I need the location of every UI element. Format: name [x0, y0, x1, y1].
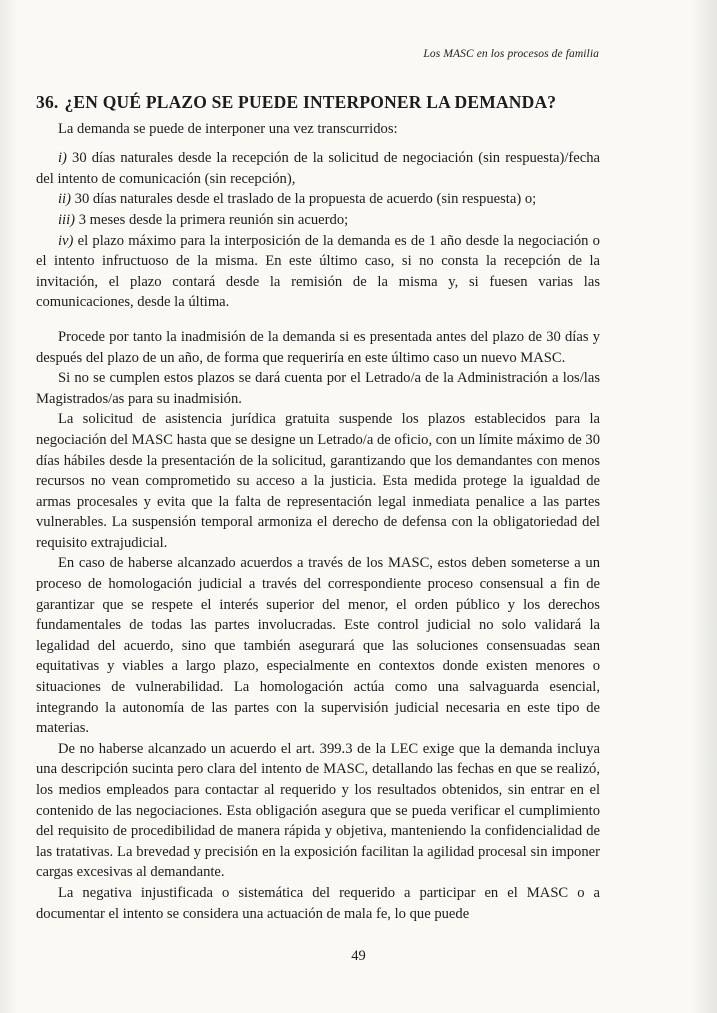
body-paragraph: De no haberse alcanzado un acuerdo el art. 399.3 de la LEC exige que la demanda incluya una descripción sucinta pero clara del intento de MASC, detallando las fechas en que se realizó, los medios empleados para contactar al requerido y los resultados obtenidos, sin entrar en el contenido de las negociaciones. Esta obligación asegura que se pueda verificar el cumplimiento del requisito de procedibilidad de manera rápida y objetiva, manteniendo la confidencialidad de las tratativas. La brevedad y precisión en la exposición facilitan la agilidad procesal sin imponer cargas excesivas al demandante. [36, 740, 600, 881]
list-marker: ii) [58, 191, 71, 208]
intro-paragraph: La demanda se puede de interponer una vez transcurridos: [58, 120, 398, 137]
page-number: 49 [351, 948, 366, 964]
section-number: 36. [36, 92, 59, 112]
list-item [36, 210, 600, 231]
body-paragraph: La negativa injustificada o sistemática del requerido a participar en el MASC o a documentar el intento se considera una actuación de mala fe, lo que puede [36, 884, 600, 922]
list-item [36, 231, 600, 313]
list-item-text: el plazo máximo para la interposición de la demanda es de 1 año desde la negociación o el intento infructuoso de la misma. En este último caso, si no consta la recepción de la invitación, el plazo contará desde la remisión de la misma y, si fuesen varias las comunicaciones, desde la última. [36, 232, 600, 311]
list-marker: iv) [58, 232, 74, 249]
body-paragraph: En caso de haberse alcanzado acuerdos a través de los MASC, estos deben someterse a un proceso de homologación judicial a través del correspondiente proceso consensual a fin de garantizar que se respete el interés superior del menor, el orden público y los derechos fundamentales de todas las partes involucradas. Este control judicial no solo validará la legalidad del acuerdo, sino que también asegurará que las soluciones consensuadas sean equitativas y viables a largo plazo, especialmente en contextos donde existen menores o situaciones de vulnerabilidad. La homologación actúa como una salvaguarda esencial, integrando la autonomía de las partes con la supervisión judicial necesaria en este tipo de materias. [36, 555, 600, 737]
page-body [36, 92, 600, 924]
deadline-list [36, 148, 600, 313]
section-heading [36, 92, 600, 113]
body-paragraph: Si no se cumplen estos plazos se dará cuenta por el Letrado/a de la Administración a los/las Magistrados/as para su inadmisión. [36, 370, 600, 407]
section-title: ¿EN QUÉ PLAZO SE PUEDE INTERPONER LA DEMANDA? [64, 92, 557, 112]
list-item-text: 30 días naturales desde la recepción de la solicitud de negociación (sin respuesta)/fecha del intento de comunicación (sin recepción), [36, 150, 601, 187]
body-paragraph: La solicitud de asistencia jurídica gratuita suspende los plazos establecidos para la negociación del MASC hasta que se designe un Letrado/a de oficio, con un límite máximo de 30 días hábiles desde la presentación de la solicitud, garantizando que los demandantes con menos recursos no vean comprometido su acceso a la justicia. Esta medida protege la igualdad de armas procesales y evita que la falta de representación legal inmediata penalice a las partes vulnerables. La suspensión temporal armoniza el derecho de defensa con la obligatoriedad del requisito extrajudicial. [36, 411, 600, 551]
list-item [36, 148, 600, 189]
list-item-text: 3 meses desde la primera reunión sin acuerdo; [78, 211, 349, 228]
list-marker: iii) [58, 211, 76, 228]
list-marker: i) [58, 150, 67, 167]
list-item [36, 189, 600, 210]
list-item-text: 30 días naturales desde el traslado de la propuesta de acuerdo (sin respuesta) o; [74, 191, 537, 208]
body-paragraph: Procede por tanto la inadmisión de la demanda si es presentada antes del plazo de 30 días y después del plazo de un año, de forma que requeriría en este último caso un nuevo MASC. [36, 328, 600, 366]
running-header: Los MASC en los procesos de familia [423, 48, 599, 60]
